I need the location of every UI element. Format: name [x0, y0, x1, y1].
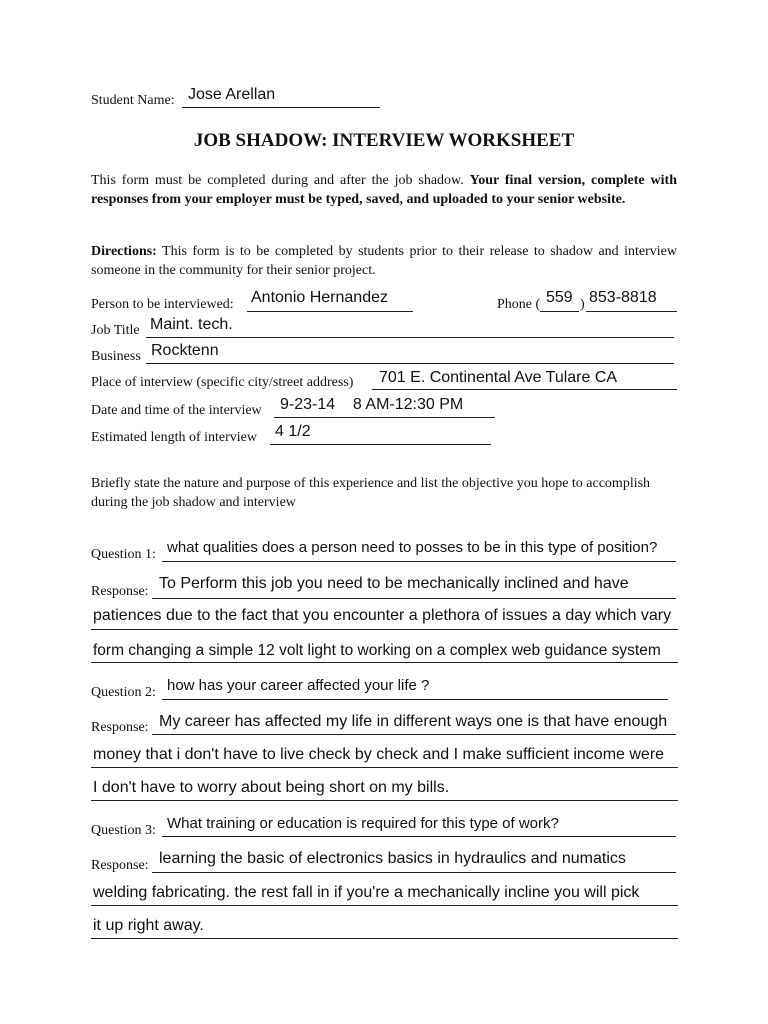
intro-bold-text: Your final version, complete with responses from your employer must be typed, saved, and uploaded to your senior website.: [91, 173, 677, 207]
response-2-underline-3: [91, 800, 678, 801]
phone-area-underline: [540, 311, 579, 312]
response-3-underline-3: [91, 938, 678, 939]
person-field[interactable]: Antonio Hernandez: [251, 289, 388, 306]
response-3-line-2[interactable]: welding fabricating. the rest fall in if you're a mechanically incline you will pick: [93, 884, 640, 901]
business-label: Business: [91, 349, 141, 364]
place-label: Place of interview (specific city/street address): [91, 375, 354, 390]
question-2-underline: [162, 699, 668, 700]
response-3-line-1[interactable]: learning the basic of electronics basics in hydraulics and numatics: [159, 850, 626, 867]
person-underline: [247, 311, 413, 312]
response-2-label: Response:: [91, 720, 149, 735]
date-time-underline: [274, 417, 495, 418]
date-time-field[interactable]: 9-23-14 8 AM-12:30 PM: [280, 396, 464, 413]
response-2-underline-2: [91, 767, 678, 768]
response-3-label: Response:: [91, 858, 149, 873]
intro-paragraph: [91, 171, 677, 209]
length-field[interactable]: 4 1/2: [275, 423, 311, 440]
brief-paragraph: Briefly state the nature and purpose of this experience and list the objective you hope to accomplish during the job shadow and interview: [91, 476, 651, 510]
directions-paragraph: [91, 242, 677, 280]
question-1-underline: [162, 561, 676, 562]
directions-label: Directions:: [91, 244, 157, 259]
student-name-underline: [182, 107, 380, 108]
phone-number-field[interactable]: 853-8818: [589, 289, 657, 306]
response-3-line-3[interactable]: it up right away.: [93, 917, 204, 934]
question-2-field[interactable]: how has your career affected your life ?: [167, 677, 430, 694]
question-1-label: Question 1:: [91, 547, 156, 562]
response-1-line-3[interactable]: form changing a simple 12 volt light to working on a complex web guidance system: [93, 642, 661, 659]
response-1-underline-3: [91, 662, 678, 663]
date-time-label: Date and time of the interview: [91, 403, 262, 418]
question-3-field[interactable]: What training or education is required for this type of work?: [167, 815, 559, 832]
response-1-underline-1: [152, 598, 676, 599]
directions-text: This form is to be completed by students prior to their release to shadow and interview someone in the community for their senior project.: [91, 244, 677, 278]
response-2-line-3[interactable]: I don't have to worry about being short on my bills.: [93, 779, 450, 796]
response-1-underline-2: [91, 629, 678, 630]
response-1-line-1[interactable]: To Perform this job you need to be mechanically inclined and have: [159, 575, 629, 592]
phone-area-code-field[interactable]: 559: [546, 289, 573, 306]
length-underline: [270, 444, 491, 445]
business-underline: [146, 363, 674, 364]
place-field[interactable]: 701 E. Continental Ave Tulare CA: [379, 369, 618, 386]
page-title: JOB SHADOW: INTERVIEW WORKSHEET: [193, 130, 575, 151]
question-2-label: Question 2:: [91, 685, 156, 700]
question-3-underline: [162, 836, 676, 837]
phone-number-underline: [586, 311, 677, 312]
length-label: Estimated length of interview: [91, 430, 258, 445]
response-2-line-1[interactable]: My career has affected my life in different ways one is that have enough: [159, 713, 668, 730]
job-title-underline: [146, 337, 674, 338]
phone-close-paren: ): [580, 297, 585, 312]
phone-label: Phone (: [497, 297, 541, 312]
student-name-field[interactable]: Jose Arellan: [188, 86, 276, 103]
student-name-label: Student Name:: [91, 93, 175, 108]
place-underline: [372, 389, 677, 390]
response-1-line-2[interactable]: patiences due to the fact that you encounter a plethora of issues a day which vary: [93, 607, 672, 624]
job-title-label: Job Title: [91, 323, 140, 338]
intro-plain-text: This form must be completed during and after the job shadow.: [91, 173, 470, 188]
response-2-underline-1: [152, 734, 676, 735]
response-3-underline-2: [91, 905, 678, 906]
question-3-label: Question 3:: [91, 823, 156, 838]
business-field[interactable]: Rocktenn: [151, 342, 219, 359]
response-1-label: Response:: [91, 584, 149, 599]
response-2-line-2[interactable]: money that i don't have to live check by check and I make sufficient income were: [93, 746, 665, 763]
person-label: Person to be interviewed:: [91, 297, 234, 312]
job-title-field[interactable]: Maint. tech.: [150, 316, 233, 333]
response-3-underline-1: [152, 872, 676, 873]
question-1-field[interactable]: what qualities does a person need to posses to be in this type of position?: [167, 539, 658, 556]
